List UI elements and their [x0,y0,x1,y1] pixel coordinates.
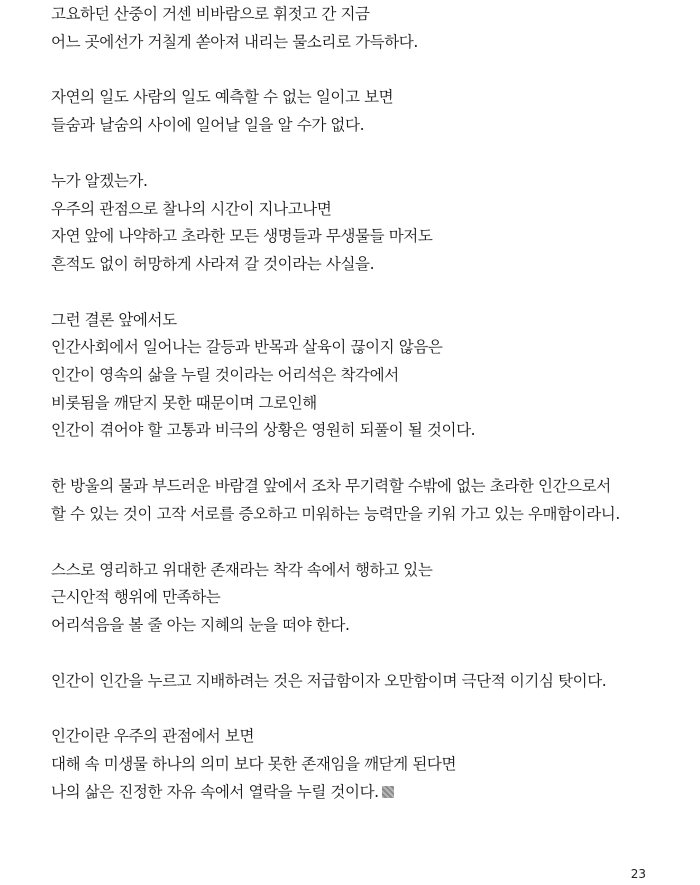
poem-line: 스스로 영리하고 위대한 존재라는 착각 속에서 행하고 있는 [51,560,433,579]
poem-line: 대해 속 미생물 하나의 의미 보다 못한 존재임을 깨닫게 된다면 [51,755,457,774]
poem-line: 들숨과 날숨의 사이에 일어날 일을 알 수가 없다. [51,116,365,135]
stanza-4 [51,307,681,446]
stanza-5 [51,473,681,528]
poem-line: 인간이 겪어야 할 고통과 비극의 상황은 영원히 되풀이 될 것이다. [51,421,476,440]
poem-line: 우주의 관점으로 찰나의 시간이 지나고나면 [51,199,332,218]
poem-line: 인간이 인간을 누르고 지배하려는 것은 저급함이자 오만함이며 극단적 이기심 탓이다. [51,671,607,690]
stanza-6 [51,557,681,640]
poem-body [51,1,681,834]
poem-line: 인간이란 우주의 관점에서 보면 [51,727,255,746]
stanza-7 [51,668,681,696]
stanza-8 [51,723,681,806]
end-mark-icon [382,786,394,798]
final-line-text: 나의 삶은 진정한 자유 속에서 열락을 누릴 것이다. [51,782,379,801]
poem-line: 그런 결론 앞에서도 [51,310,177,329]
poem-line: 한 방울의 물과 부드러운 바람결 앞에서 조차 무기력할 수밖에 없는 초라한 인간으로서 [51,477,611,496]
stanza-3 [51,168,681,279]
poem-line: 흔적도 없이 허망하게 사라져 갈 것이라는 사실을. [51,254,375,273]
poem-line: 근시안적 행위에 만족하는 [51,588,221,607]
final-line [51,779,681,807]
poem-line: 자연의 일도 사람의 일도 예측할 수 없는 일이고 보면 [51,88,394,107]
poem-line: 비롯됨을 깨닫지 못한 때문이며 그로인해 [51,393,317,412]
poem-line: 인간사회에서 일어나는 갈등과 반목과 살육이 끊이지 않음은 [51,338,443,357]
poem-line: 고요하던 산중이 거센 비바람으로 휘젓고 간 지금 [51,5,370,23]
poem-line: 자연 앞에 나약하고 초라한 모든 생명들과 무생물들 마저도 [51,227,433,246]
poem-line: 어리석음을 볼 줄 아는 지혜의 눈을 떠야 한다. [51,615,350,634]
poem-line: 누가 알겠는가. [51,171,148,190]
stanza-1 [51,1,681,56]
poem-line: 어느 곳에선가 거칠게 쏟아져 내리는 물소리로 가득하다. [51,32,418,51]
poem-line: 할 수 있는 것이 고작 서로를 증오하고 미워하는 능력만을 키워 가고 있는 우매함이라니. [51,504,620,523]
stanza-2 [51,84,681,139]
page-number: 23 [630,867,646,881]
poem-line: 인간이 영속의 삶을 누릴 것이라는 어리석은 착각에서 [51,366,399,385]
